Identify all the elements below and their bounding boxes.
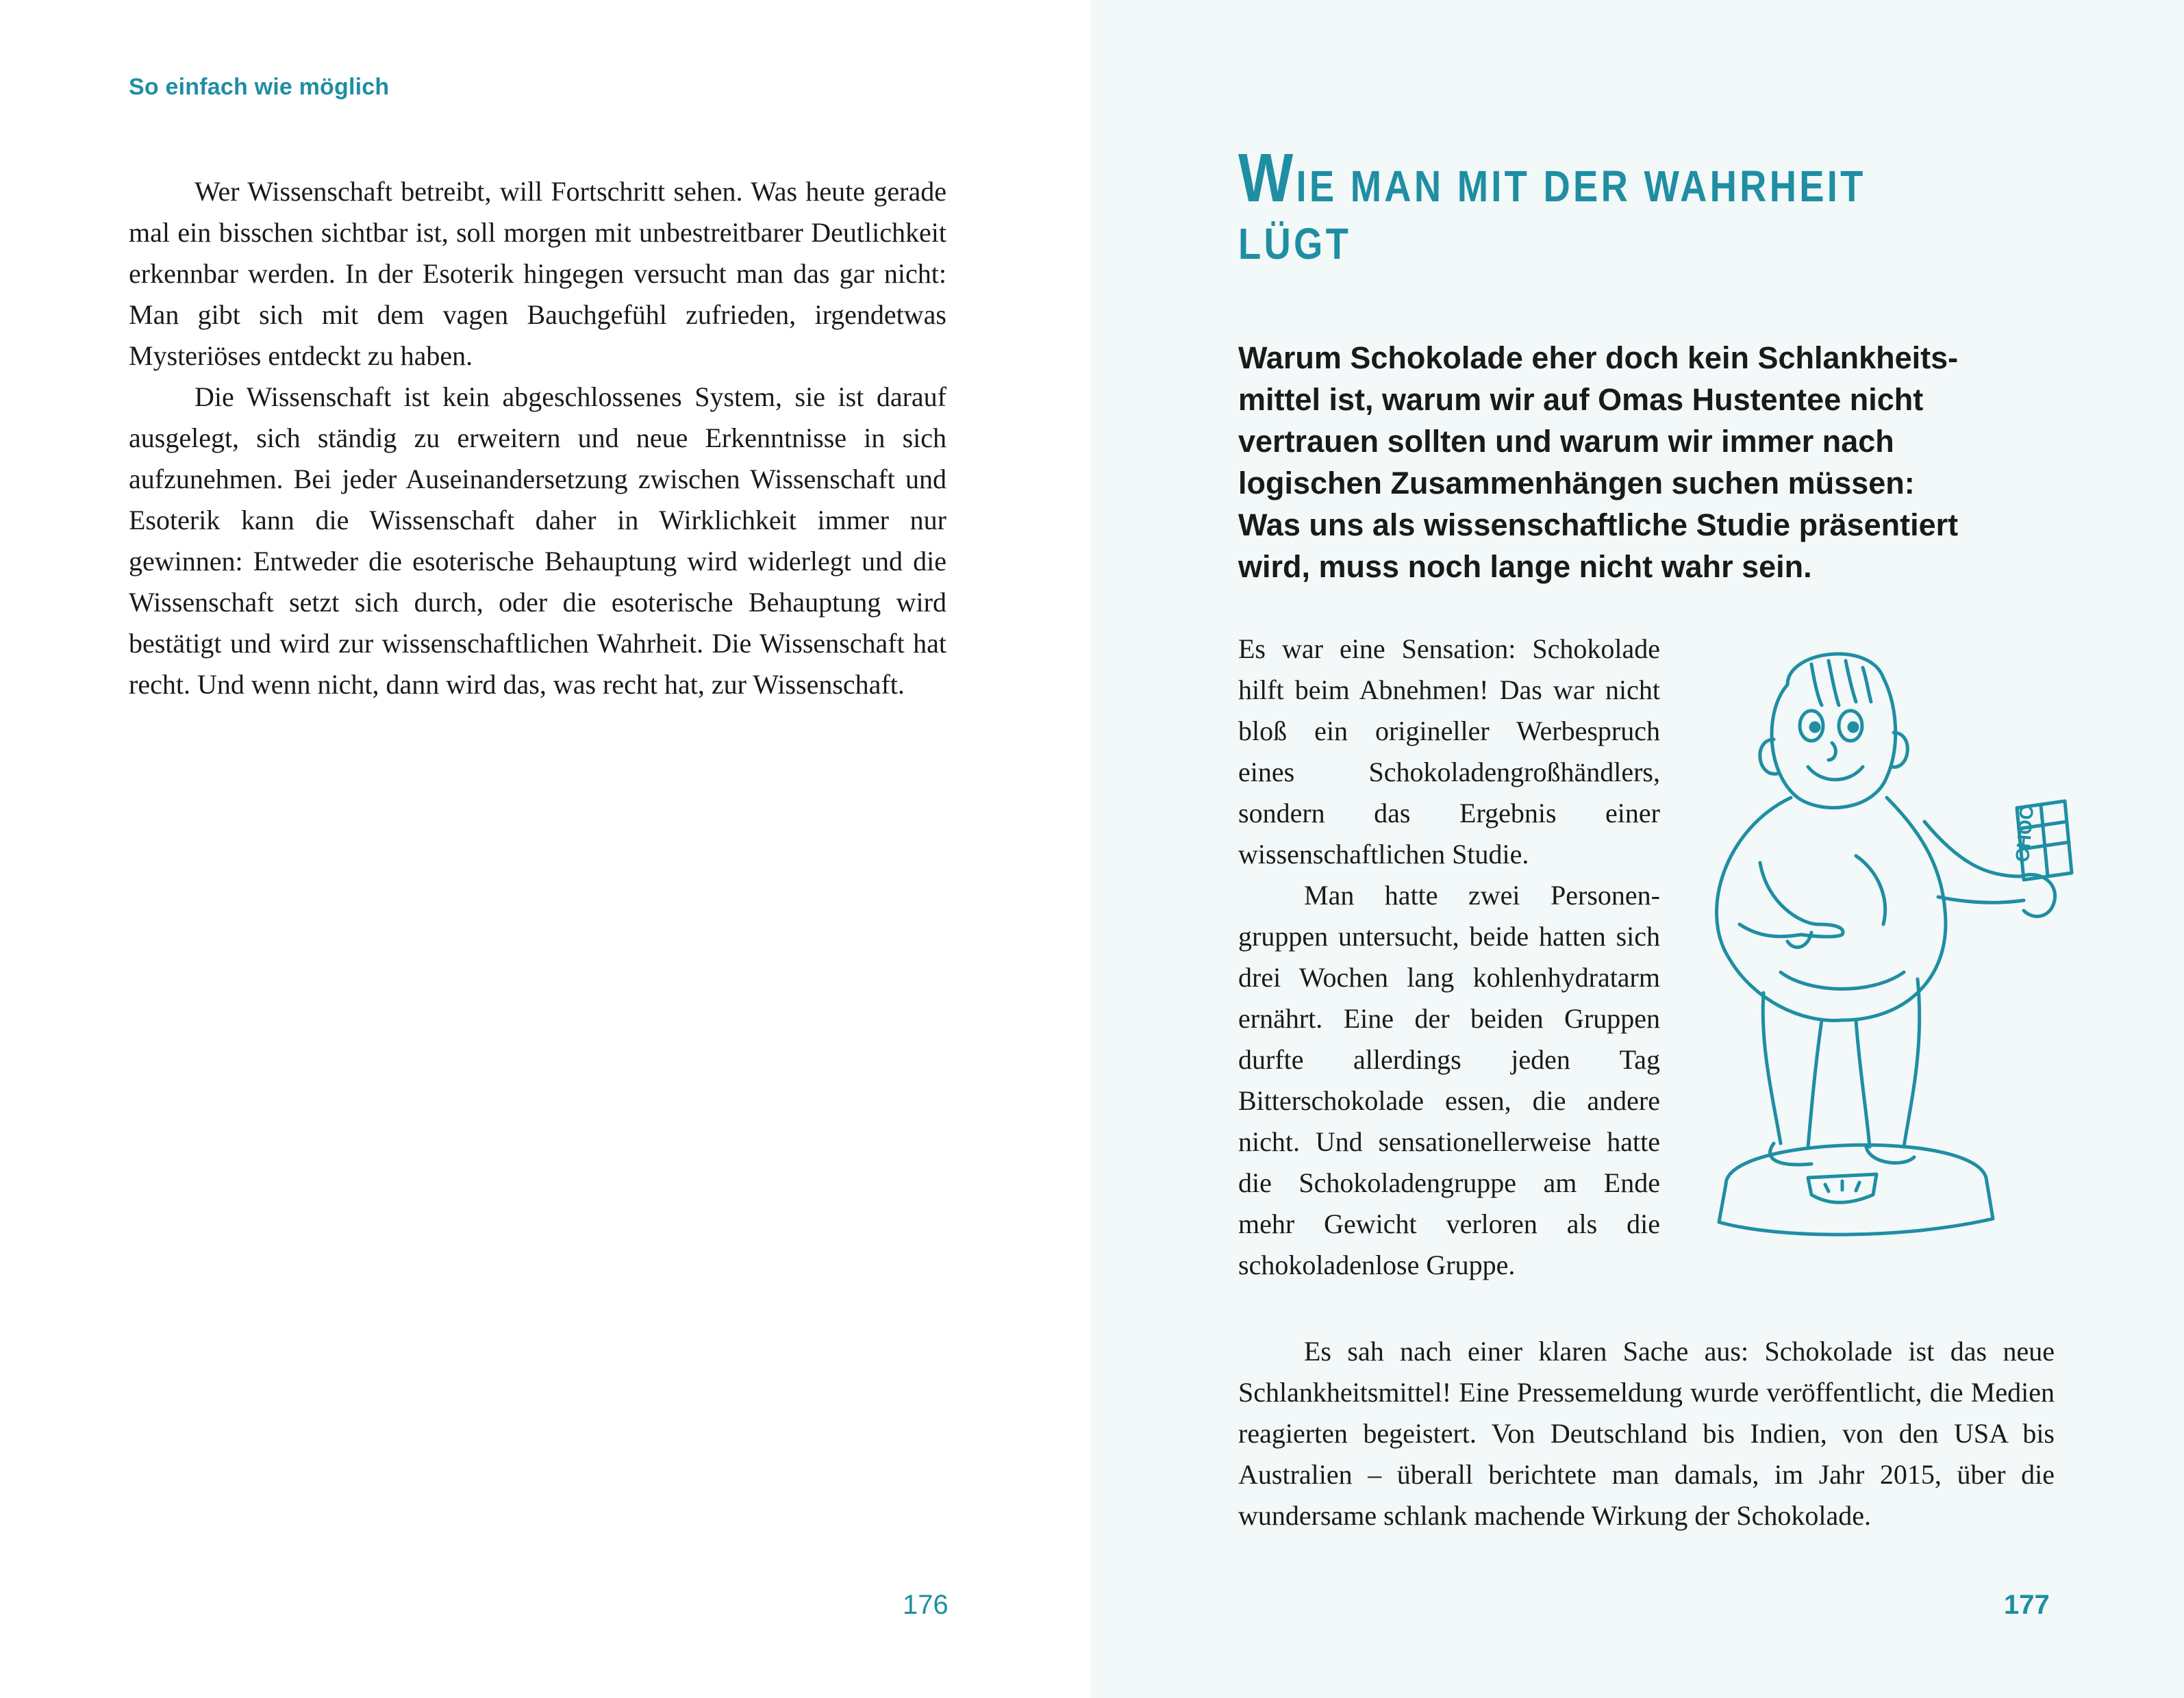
lead-line: logischen Zusammenhängen suchen müssen:: [1238, 466, 1915, 500]
lead-line: Was uns als wissenschaftliche Studie präsentiert: [1238, 507, 1959, 542]
paragraph: Man hatte zwei Personengruppen untersucht, beide hatten sich drei Wochen lang kohlenhydratarm ernährt. Eine der beiden Gruppen durfte allerdings jeden Tag Bitterschokolade essen, die andere nicht. Und sensationellerweise hatte die Schokoladengruppe am Ende mehr Gewicht verloren als die schokoladenlose Gruppe.: [1238, 880, 1660, 1280]
paragraph: Wer Wissenschaft betreibt, will Fortschritt sehen. Was heute gerade mal ein bisschen sichtbar ist, soll morgen mit unbestreitbarer Deutlichkeit erkennbar werden. In der Esoterik hingegen versucht man das gar nicht: Man gibt sich mit dem vagen Bauchgefühl zufrieden, irgendetwas Mysteriöses entdeckt zu haben.: [129, 176, 946, 371]
chapter-title-line-1: [1238, 140, 1937, 217]
chapter-lead: [1238, 337, 2060, 587]
lead-line: vertrauen sollten und warum wir immer nach: [1238, 424, 1894, 459]
paragraph: Es war eine Sensation: Schokolade hilft beim Abnehmen! Das war nicht bloß ein origineller Werbespruch eines Schokoladengroßhändlers, sondern das Ergebnis einer wissenschaftlichen Studie.: [1238, 633, 1660, 870]
paragraph: Es sah nach einer klaren Sache aus: Schokolade ist das neue Schlankheitsmittel! Eine Pressemeldung wurde veröffentlicht, die Medien reagierten begeistert. Von Deutschland bis Indien, von den USA bis Australien – überall berichtete man damals, im Jahr 2015, über die wundersame schlank machende Wirkung der Schokolade.: [1238, 1336, 2055, 1531]
chapter-title: [1238, 140, 1937, 275]
right-body-text-narrow: [1238, 629, 1660, 1286]
lead-line: wird, muss noch lange nicht wahr sein.: [1238, 549, 1812, 584]
running-head: So einfach wie möglich: [129, 74, 390, 100]
lead-line: Warum Schokolade eher doch kein Schlankheits-: [1238, 340, 1959, 375]
page-number-left: 176: [903, 1590, 949, 1620]
right-body-text-wide: [1238, 1331, 2055, 1536]
chapter-title-line-2: LÜGT: [1238, 219, 1352, 268]
title-initial: W: [1238, 140, 1296, 216]
paragraph: Die Wissenschaft ist kein abgeschlossenes System, sie ist darauf ausgelegt, sich ständig zu erweitern und neue Erkenntnisse in sich aufzunehmen. Bei jeder Auseinandersetzung zwischen Wissenschaft und Esoterik kann die Wissenschaft daher in Wirklichkeit immer nur gewinnen: Entweder die esoterische Behauptung wird widerlegt und die Wissenschaft setzt sich durch, oder die esoterische Behauptung wird bestätigt und wird zur wissenschaftlichen Wahrheit. Die Wissenschaft hat recht. Und wenn nicht, dann wird das, was recht hat, zur Wissenschaft.: [129, 381, 946, 700]
illustration-man-on-scale-with-chocolate: [1698, 637, 2096, 1253]
lead-line: mittel ist, warum wir auf Omas Hustentee nicht: [1238, 382, 1924, 417]
page-number-right: 177: [2004, 1590, 2050, 1620]
title-rest: IE MAN MIT DER WAHRHEIT: [1296, 162, 1866, 211]
left-page: [0, 0, 1090, 1698]
left-body-text: [129, 171, 946, 705]
chocolate-wrapper-label: CHOC: [2011, 804, 2038, 863]
